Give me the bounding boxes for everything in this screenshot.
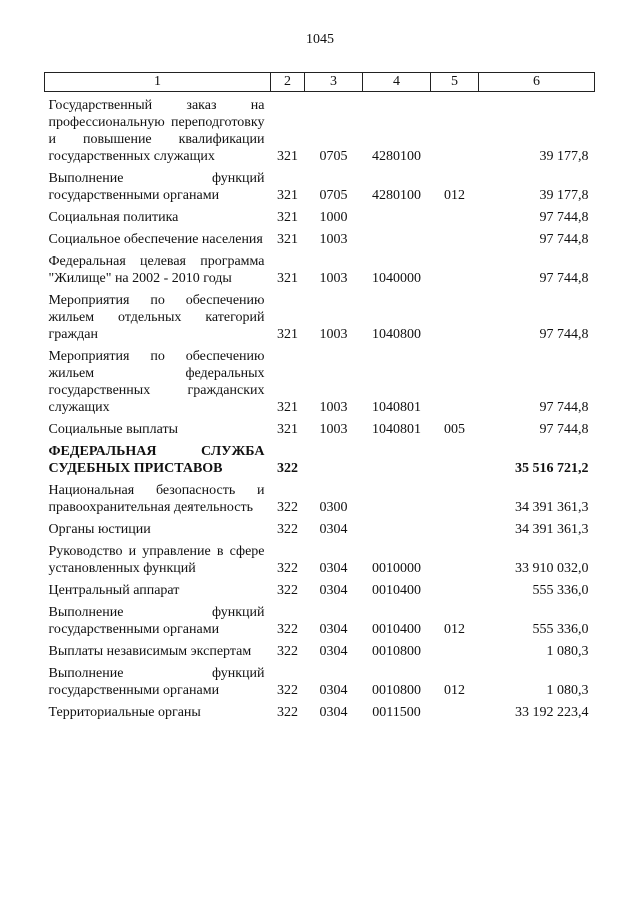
target-item-code: 4280100 xyxy=(372,149,421,164)
expense-type-code: 012 xyxy=(444,622,465,637)
row-name: Руководство и управление в сфере установленных функций xyxy=(48,544,265,576)
section-code: 0304 xyxy=(319,683,348,698)
section-code: 0304 xyxy=(319,644,348,659)
expense-type-code xyxy=(431,638,479,660)
row-amount: 35 516 721,2 xyxy=(515,461,589,476)
expense-type-code xyxy=(431,343,479,416)
section-code: 0304 xyxy=(319,522,348,537)
expense-type-code: 005 xyxy=(444,422,465,437)
row-amount: 97 744,8 xyxy=(539,210,589,225)
row-amount: 1 080,3 xyxy=(546,644,589,659)
ministry-code: 321 xyxy=(277,188,298,203)
ministry-code: 322 xyxy=(277,705,298,720)
row-name: Органы юстиции xyxy=(48,522,151,537)
expense-type-code xyxy=(431,577,479,599)
row-amount: 97 744,8 xyxy=(539,232,589,247)
row-amount: 97 744,8 xyxy=(539,327,589,342)
table-row xyxy=(45,477,595,516)
table-body xyxy=(45,92,595,722)
target-item-code: 1040801 xyxy=(372,422,421,437)
expense-type-code xyxy=(431,538,479,577)
target-item-code xyxy=(363,226,431,248)
row-amount: 39 177,8 xyxy=(539,149,589,164)
section-code: 0304 xyxy=(319,561,348,576)
ministry-code: 321 xyxy=(277,149,298,164)
column-header: 4 xyxy=(363,73,431,92)
column-number-header xyxy=(45,73,595,92)
expense-type-code xyxy=(431,438,479,477)
target-item-code xyxy=(363,516,431,538)
section-code xyxy=(305,438,363,477)
row-name: Выполнение функций государственными органами xyxy=(48,605,265,637)
row-name: ФЕДЕРАЛЬНАЯ СЛУЖБА СУДЕБНЫХ ПРИСТАВОВ xyxy=(48,444,265,476)
ministry-code: 321 xyxy=(277,400,298,415)
target-item-code: 1040000 xyxy=(372,271,421,286)
row-name: Мероприятия по обеспечению жильем отдельных категорий граждан xyxy=(48,293,265,342)
ministry-code: 322 xyxy=(277,522,298,537)
ministry-code: 321 xyxy=(277,271,298,286)
expense-type-code: 012 xyxy=(444,188,465,203)
section-code: 0304 xyxy=(319,705,348,720)
section-code: 1000 xyxy=(319,210,348,225)
row-name: Выплаты независимым экспертам xyxy=(48,644,252,659)
table-row xyxy=(45,599,595,638)
row-amount: 1 080,3 xyxy=(546,683,589,698)
expense-type-code xyxy=(431,92,479,166)
page-number: 1045 xyxy=(306,32,334,47)
row-name: Территориальные органы xyxy=(48,705,201,720)
table-row xyxy=(45,226,595,248)
target-item-code: 0011500 xyxy=(372,705,421,720)
row-name: Социальные выплаты xyxy=(48,422,179,437)
expense-type-code xyxy=(431,477,479,516)
row-name: Выполнение функций государственными органами xyxy=(48,666,265,698)
ministry-code: 322 xyxy=(277,500,298,515)
ministry-code: 322 xyxy=(277,561,298,576)
expense-type-code xyxy=(431,248,479,287)
table-row xyxy=(45,638,595,660)
target-item-code: 0010400 xyxy=(372,622,421,637)
column-header: 5 xyxy=(431,73,479,92)
target-item-code: 0010400 xyxy=(372,583,421,598)
row-name: Социальное обеспечение населения xyxy=(48,232,263,247)
section-code: 1003 xyxy=(319,400,348,415)
column-header: 1 xyxy=(45,73,271,92)
row-amount: 34 391 361,3 xyxy=(515,500,589,515)
ministry-code: 322 xyxy=(277,622,298,637)
section-code: 1003 xyxy=(319,271,348,286)
ministry-code: 321 xyxy=(277,232,298,247)
row-name: Государственный заказ на профессиональную переподготовку и повышение квалификации государственных служащих xyxy=(48,98,265,164)
table-row xyxy=(45,438,595,477)
ministry-code: 321 xyxy=(277,210,298,225)
expense-type-code xyxy=(431,516,479,538)
table-row xyxy=(45,577,595,599)
table-row xyxy=(45,699,595,721)
row-amount: 555 336,0 xyxy=(532,622,589,637)
target-item-code xyxy=(363,477,431,516)
expense-type-code xyxy=(431,287,479,343)
row-amount: 33 192 223,4 xyxy=(515,705,589,720)
section-code: 1003 xyxy=(319,232,348,247)
ministry-code: 321 xyxy=(277,422,298,437)
row-name: Мероприятия по обеспечению жильем федеральных государственных гражданских служащих xyxy=(48,349,265,415)
table-row xyxy=(45,516,595,538)
column-header: 3 xyxy=(305,73,363,92)
target-item-code: 1040800 xyxy=(372,327,421,342)
row-name: Выполнение функций государственными органами xyxy=(48,171,265,203)
target-item-code: 0010000 xyxy=(372,561,421,576)
ministry-code: 322 xyxy=(277,644,298,659)
row-name: Социальная политика xyxy=(48,210,179,225)
table-row xyxy=(45,538,595,577)
ministry-code: 322 xyxy=(277,583,298,598)
target-item-code: 4280100 xyxy=(372,188,421,203)
section-code: 1003 xyxy=(319,422,348,437)
expense-type-code xyxy=(431,204,479,226)
table-row xyxy=(45,660,595,699)
ministry-code: 322 xyxy=(277,683,298,698)
section-code: 0300 xyxy=(319,500,348,515)
target-item-code xyxy=(363,204,431,226)
budget-table xyxy=(44,72,595,721)
row-amount: 97 744,8 xyxy=(539,271,589,286)
row-name: Национальная безопасность и правоохранительная деятельность xyxy=(48,483,265,515)
target-item-code: 1040801 xyxy=(372,400,421,415)
section-code: 0304 xyxy=(319,622,348,637)
row-amount: 39 177,8 xyxy=(539,188,589,203)
row-amount: 34 391 361,3 xyxy=(515,522,589,537)
section-code: 0304 xyxy=(319,583,348,598)
table-row xyxy=(45,165,595,204)
table-row xyxy=(45,248,595,287)
column-header: 2 xyxy=(271,73,305,92)
expense-type-code xyxy=(431,699,479,721)
column-header: 6 xyxy=(479,73,595,92)
row-amount: 555 336,0 xyxy=(532,583,589,598)
row-name: Центральный аппарат xyxy=(48,583,180,598)
expense-type-code: 012 xyxy=(444,683,465,698)
row-amount: 33 910 032,0 xyxy=(515,561,589,576)
target-item-code xyxy=(363,438,431,477)
row-name: Федеральная целевая программа "Жилище" на 2002 - 2010 годы xyxy=(48,254,265,286)
table-row xyxy=(45,92,595,166)
target-item-code: 0010800 xyxy=(372,644,421,659)
ministry-code: 321 xyxy=(277,327,298,342)
table-row xyxy=(45,416,595,438)
section-code: 0705 xyxy=(319,188,348,203)
table-row xyxy=(45,343,595,416)
ministry-code: 322 xyxy=(277,461,298,476)
section-code: 1003 xyxy=(319,327,348,342)
target-item-code: 0010800 xyxy=(372,683,421,698)
row-amount: 97 744,8 xyxy=(539,400,589,415)
expense-type-code xyxy=(431,226,479,248)
section-code: 0705 xyxy=(319,149,348,164)
row-amount: 97 744,8 xyxy=(539,422,589,437)
table-row xyxy=(45,287,595,343)
table-row xyxy=(45,204,595,226)
